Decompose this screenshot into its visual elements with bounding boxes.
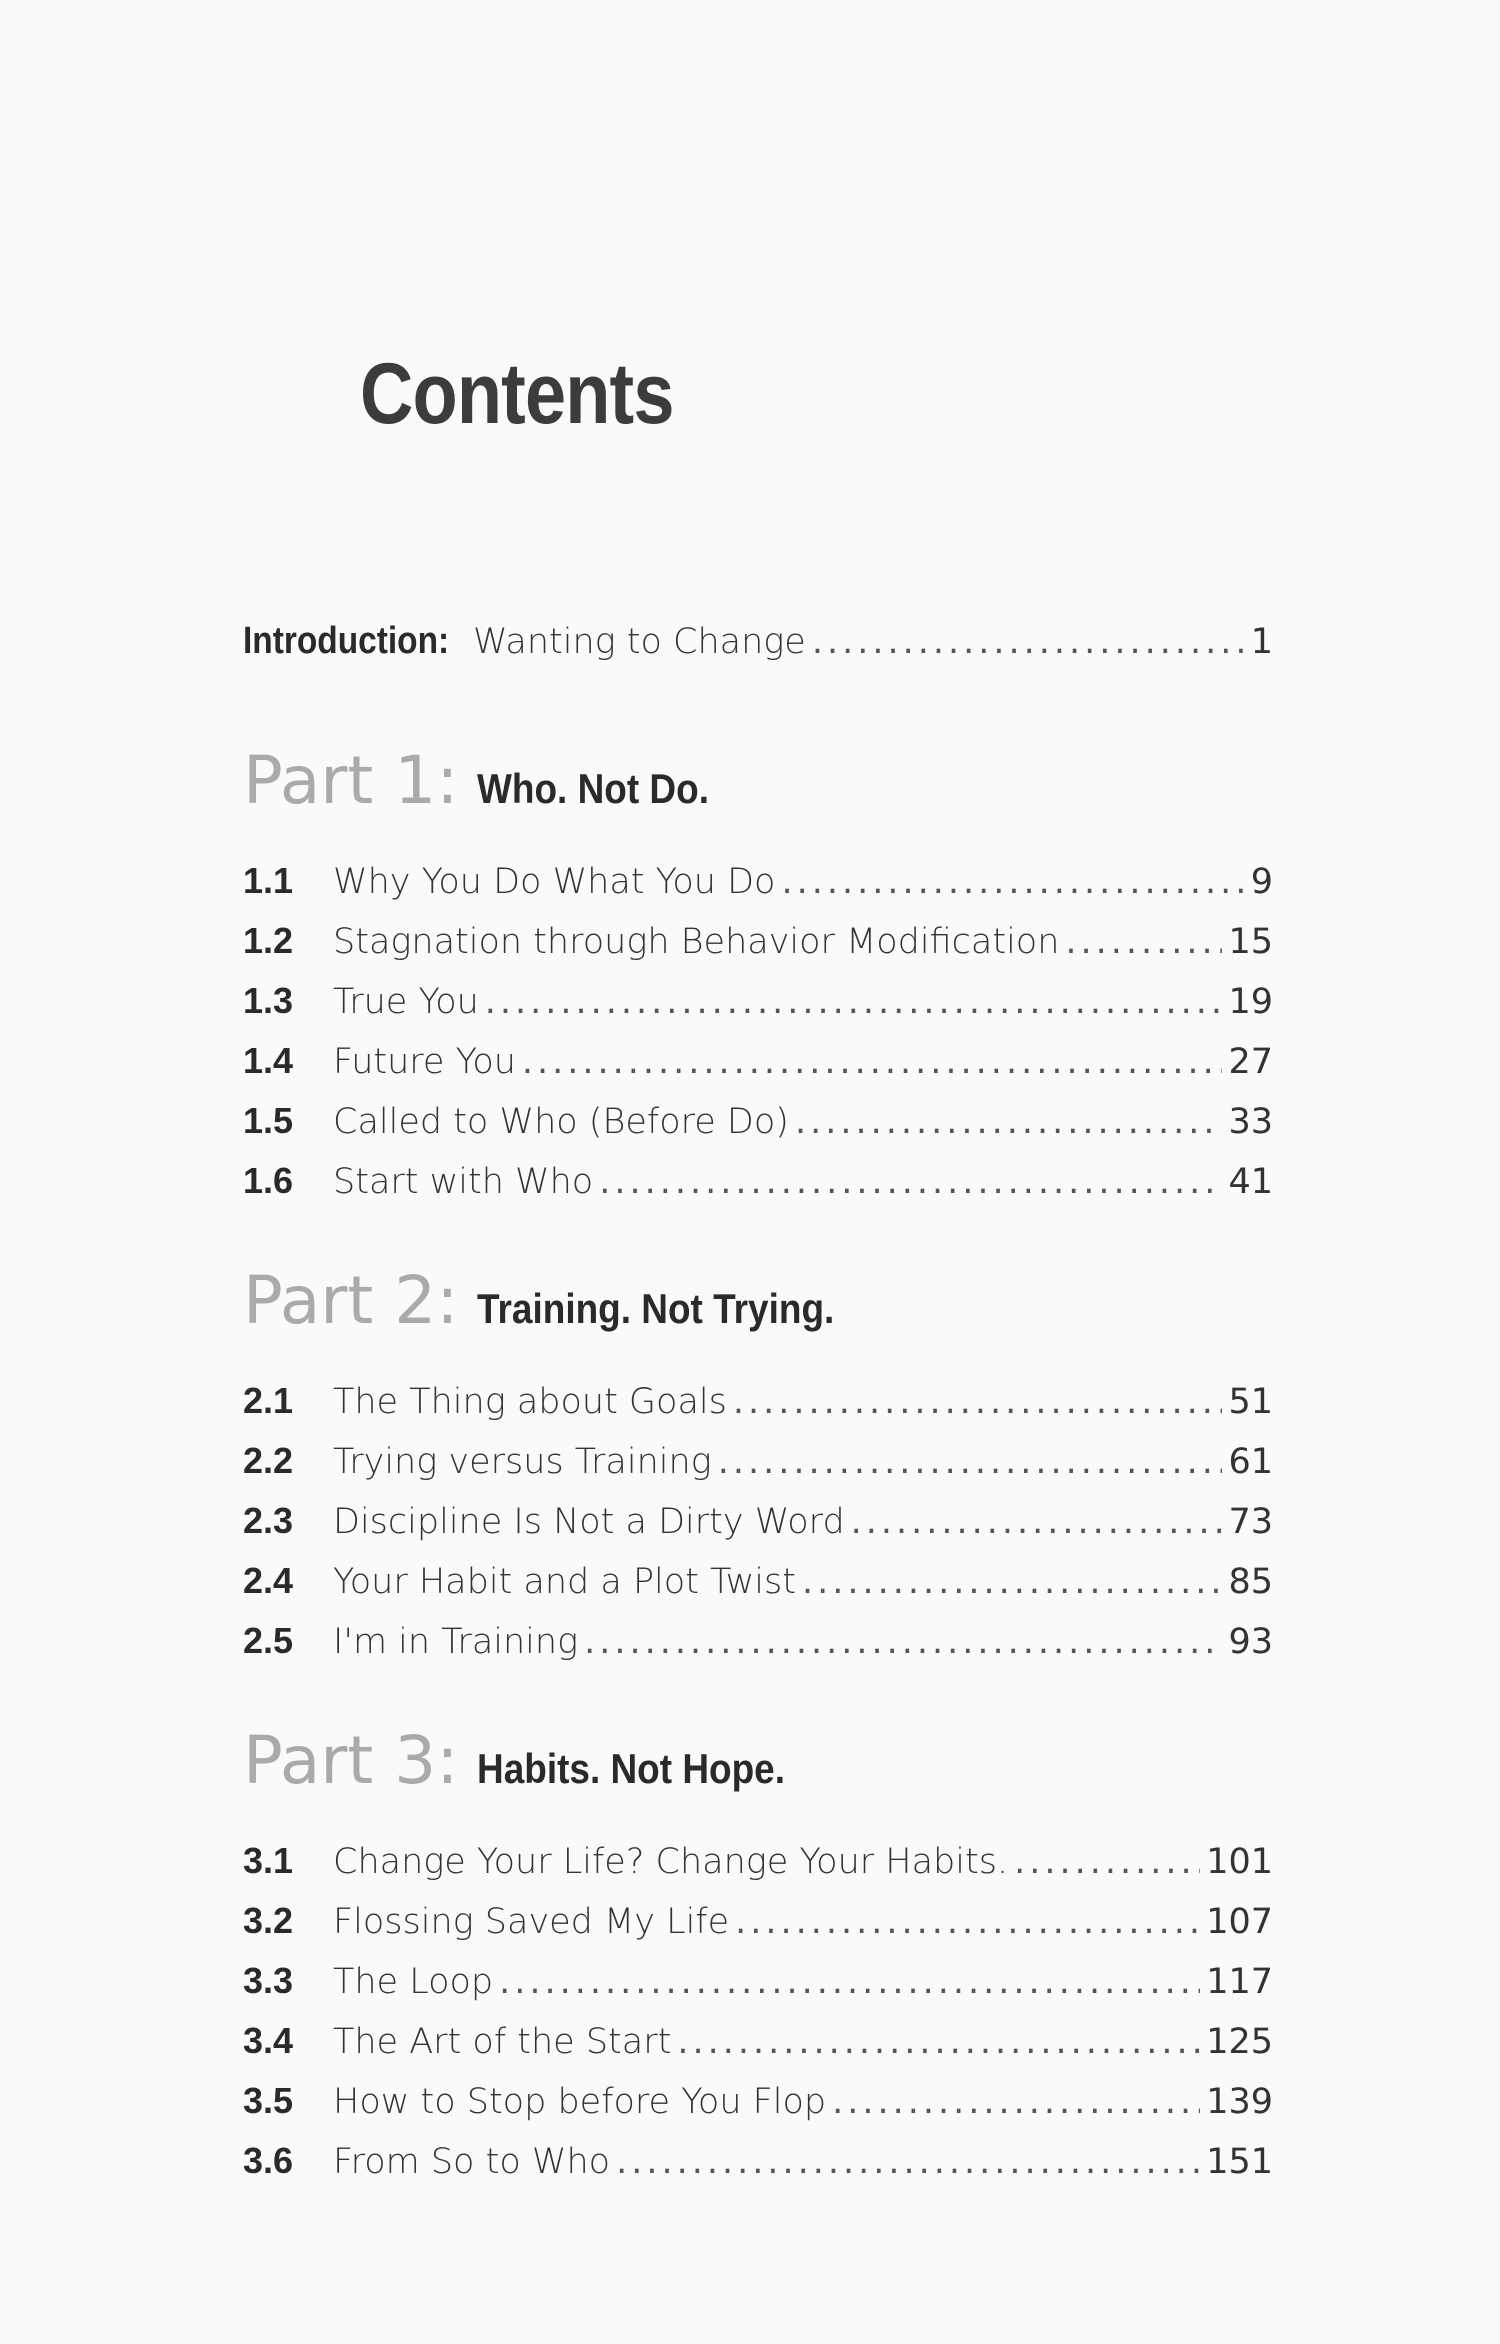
entry-page-number: 125 [1206, 2022, 1273, 2062]
entry-page-number: 15 [1228, 922, 1273, 962]
part-2-heading [243, 1262, 1273, 1362]
entry-title: Your Habit and a Plot Twist [333, 1562, 796, 1602]
dot-leader [677, 2022, 1200, 2062]
dot-leader [851, 1502, 1223, 1542]
entry-number: 2.5 [243, 1620, 294, 1661]
dot-leader [1065, 922, 1222, 962]
part-2-section [243, 1262, 1273, 1680]
intro-label: Introduction: [243, 620, 450, 662]
dot-leader [812, 622, 1245, 662]
entry-page-number: 73 [1228, 1502, 1273, 1542]
part-title: Who. Not Do. [476, 765, 709, 812]
entry-page-number: 27 [1228, 1042, 1273, 1082]
dot-leader [599, 1162, 1222, 1202]
entry-page-number: 33 [1228, 1102, 1273, 1142]
entry-page-number: 19 [1228, 982, 1273, 1022]
entry-title: The Art of the Start [333, 2022, 672, 2062]
entry-page-number: 107 [1206, 1902, 1273, 1942]
dot-leader [499, 1962, 1200, 2002]
entry-page-number: 93 [1228, 1622, 1273, 1662]
entry-title: I'm in Training [333, 1622, 579, 1662]
entry-title: Future You [333, 1042, 516, 1082]
entry-number: 2.3 [243, 1500, 294, 1541]
entry-number: 3.6 [243, 2140, 294, 2181]
entry-number: 1.1 [243, 860, 294, 901]
entry-title: Why You Do What You Do [333, 862, 776, 902]
entry-page-number: 117 [1206, 1962, 1273, 2002]
part-3-section [243, 1722, 1273, 2200]
dot-leader [795, 1102, 1223, 1142]
dot-leader [584, 1622, 1222, 1662]
entry-title: True You [333, 982, 479, 1022]
dot-leader [733, 1382, 1223, 1422]
part-1-section [243, 742, 1273, 1220]
toc-entry[interactable] [243, 2020, 1273, 2080]
entry-page-number: 51 [1228, 1382, 1273, 1422]
entry-page-number: 139 [1206, 2082, 1273, 2122]
dot-leader [522, 1042, 1223, 1082]
toc-entry[interactable] [243, 1620, 1273, 1680]
entry-number: 3.3 [243, 1960, 294, 2001]
entry-title: Trying versus Training [333, 1442, 712, 1482]
intro-title: Wanting to Change [473, 622, 806, 662]
entry-page-number: 9 [1250, 862, 1273, 902]
entry-number: 1.6 [243, 1160, 294, 1201]
toc-entry[interactable] [243, 1560, 1273, 1620]
entry-title: Called to Who (Before Do) [333, 1102, 789, 1142]
entry-number: 1.5 [243, 1100, 294, 1141]
part-label: Part 2: [243, 1262, 459, 1339]
toc-entry[interactable] [243, 920, 1273, 980]
entry-number: 1.3 [243, 980, 294, 1021]
toc-entry-introduction[interactable] [243, 620, 1273, 680]
toc-entry[interactable] [243, 1160, 1273, 1220]
entry-title: Stagnation through Behavior Modification [333, 922, 1060, 962]
entry-title: The Thing about Goals [333, 1382, 727, 1422]
entry-title: From So to Who [333, 2142, 611, 2182]
toc-entry[interactable] [243, 860, 1273, 920]
entry-title: Discipline Is Not a Dirty Word [333, 1502, 845, 1542]
entry-number: 1.4 [243, 1040, 294, 1081]
entry-number: 1.2 [243, 920, 294, 961]
entry-number: 3.2 [243, 1900, 294, 1941]
entry-title: Change Your Life? Change Your Habits. [333, 1842, 1009, 1882]
toc-entry[interactable] [243, 1960, 1273, 2020]
entry-title: The Loop [333, 1962, 494, 2002]
toc-entry[interactable] [243, 1100, 1273, 1160]
entry-title: Flossing Saved My Life [333, 1902, 730, 1942]
table-of-contents [243, 620, 1273, 2242]
toc-entry[interactable] [243, 1440, 1273, 1500]
part-title: Training. Not Trying. [476, 1285, 834, 1332]
entry-page-number: 101 [1206, 1842, 1273, 1882]
toc-entry[interactable] [243, 1380, 1273, 1440]
toc-entry[interactable] [243, 980, 1273, 1040]
entry-page-number: 41 [1228, 1162, 1273, 1202]
dot-leader [485, 982, 1223, 1022]
entry-page-number: 61 [1228, 1442, 1273, 1482]
entry-number: 2.4 [243, 1560, 294, 1601]
page-title: Contents [360, 346, 674, 442]
part-1-heading [243, 742, 1273, 842]
part-label: Part 3: [243, 1722, 459, 1799]
entry-title: Start with Who [333, 1162, 594, 1202]
entry-number: 2.2 [243, 1440, 294, 1481]
dot-leader [1014, 1842, 1200, 1882]
toc-entry[interactable] [243, 1040, 1273, 1100]
toc-entry[interactable] [243, 2140, 1273, 2200]
entry-page-number: 151 [1206, 2142, 1273, 2182]
dot-leader [802, 1562, 1223, 1602]
toc-entry[interactable] [243, 2080, 1273, 2140]
dot-leader [781, 862, 1244, 902]
part-label: Part 1: [243, 742, 459, 819]
entry-title: How to Stop before You Flop [333, 2082, 827, 2122]
part-title: Habits. Not Hope. [476, 1745, 785, 1792]
toc-entry[interactable] [243, 1500, 1273, 1560]
intro-page-number: 1 [1250, 622, 1273, 662]
dot-leader [718, 1442, 1223, 1482]
dot-leader [616, 2142, 1200, 2182]
entry-number: 3.4 [243, 2020, 294, 2061]
entry-number: 2.1 [243, 1380, 294, 1421]
toc-entry[interactable] [243, 1840, 1273, 1900]
part-3-heading [243, 1722, 1273, 1822]
toc-entry[interactable] [243, 1900, 1273, 1960]
entry-number: 3.1 [243, 1840, 294, 1881]
dot-leader [735, 1902, 1200, 1942]
entry-page-number: 85 [1228, 1562, 1273, 1602]
dot-leader [832, 2082, 1200, 2122]
entry-number: 3.5 [243, 2080, 294, 2121]
